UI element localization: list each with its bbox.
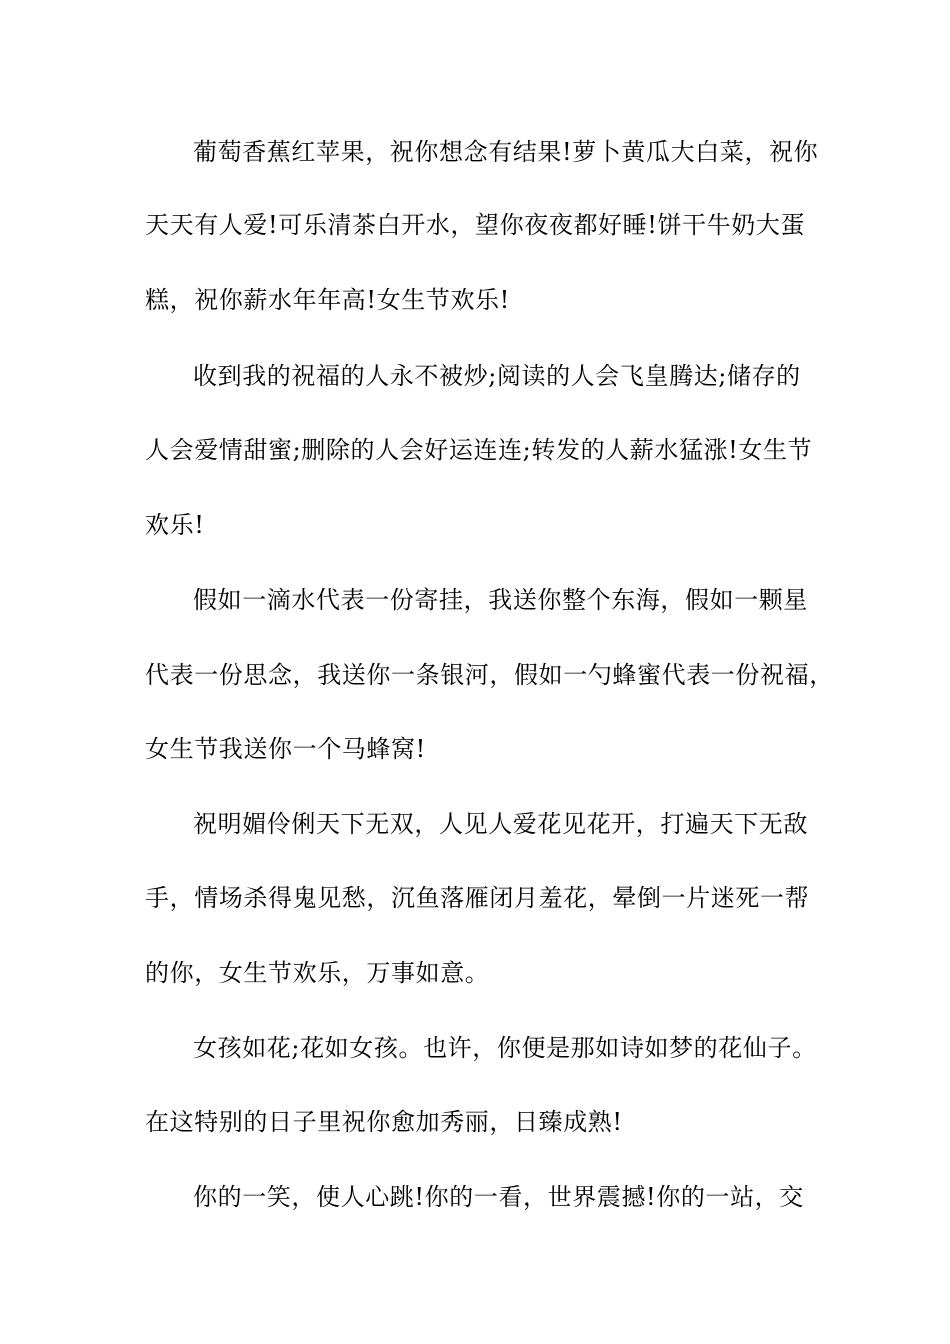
text-line: 假如一滴水代表一份寄挂，我送你整个东海，假如一颗星 bbox=[193, 586, 808, 614]
text-line: 女生节我送你一个马蜂窝! bbox=[145, 735, 426, 763]
text-line: 糕，祝你薪水年年高!女生节欢乐! bbox=[145, 286, 510, 314]
text-line: 手，情场杀得鬼见愁，沉鱼落雁闭月羞花，晕倒一片迷死一帮 bbox=[145, 884, 810, 912]
text-line: 收到我的祝福的人永不被炒;阅读的人会飞皇腾达;储存的 bbox=[193, 362, 801, 390]
text-line: 在这特别的日子里祝你愈加秀丽，日臻成熟! bbox=[145, 1108, 623, 1136]
text-line: 祝明媚伶俐天下无双，人见人爱花见花开，打遍天下无敌 bbox=[193, 810, 808, 838]
text-line: 代表一份思念，我送你一条银河，假如一勺蜂蜜代表一份祝福， bbox=[145, 661, 834, 689]
text-line: 天天有人爱!可乐清茶白开水，望你夜夜都好睡!饼干牛奶大蛋 bbox=[145, 211, 806, 239]
text-line: 葡萄香蕉红苹果，祝你想念有结果!萝卜黄瓜大白菜，祝你 bbox=[193, 138, 819, 166]
text-line: 的你，女生节欢乐，万事如意。 bbox=[145, 959, 490, 987]
text-line: 你的一笑，使人心跳!你的一看，世界震撼!你的一站，交 bbox=[193, 1183, 804, 1211]
text-line: 人会爱情甜蜜;删除的人会好运连连;转发的人薪水猛涨!女生节 bbox=[145, 436, 813, 464]
text-line: 欢乐! bbox=[145, 511, 205, 539]
text-line: 女孩如花;花如女孩。也许，你便是那如诗如梦的花仙子。 bbox=[193, 1034, 817, 1062]
